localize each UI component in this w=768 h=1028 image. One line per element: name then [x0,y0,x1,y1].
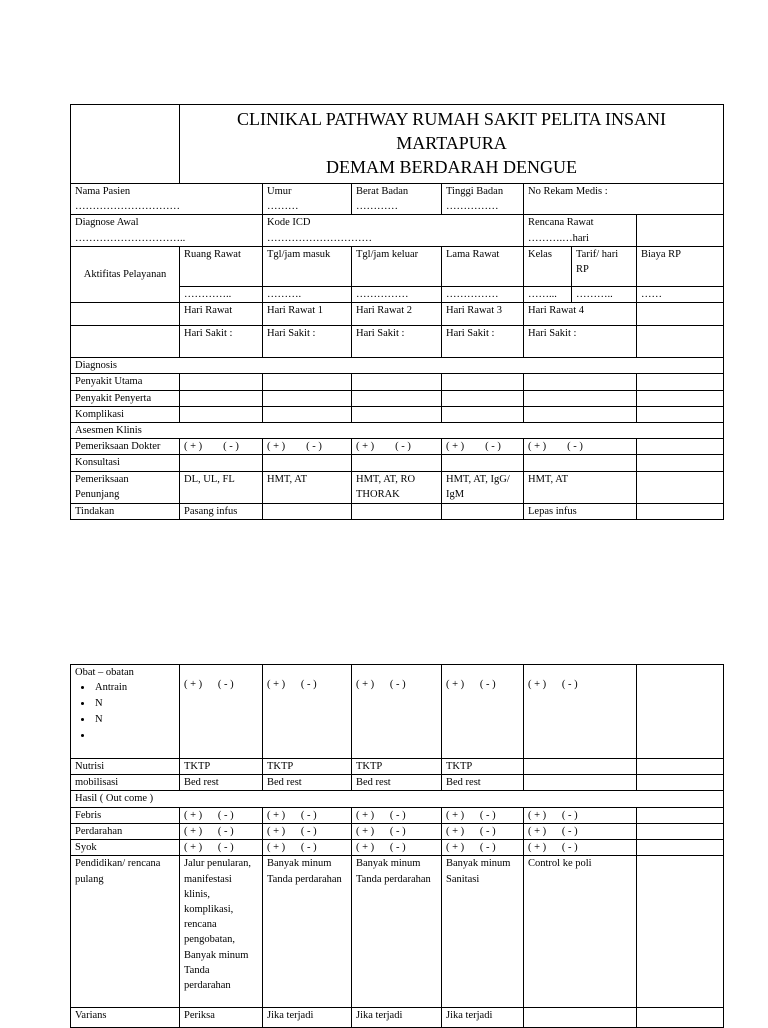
biaya-field[interactable]: …… [637,286,724,302]
empty-cell [71,326,180,358]
hasil-outcome-section-label: Hasil ( Out come ) [71,791,724,807]
tgl-keluar-label: Tgl/jam keluar [352,246,442,286]
pemeriksaan-penunjang-label: Pemeriksaan Penunjang [71,471,180,503]
list-item: • N [93,712,175,728]
hari-rawat-2-header: Hari Rawat 2 [352,303,442,326]
plus-minus-check[interactable]: ( + ) ( - ) [352,665,442,759]
empty-cell [637,215,724,246]
rencana-rawat-cell [524,215,637,246]
plus-minus-check[interactable]: ( + ) ( - ) [442,439,524,455]
syok-label: Syok [71,840,180,856]
nutrisi-label: Nutrisi [71,759,180,775]
empty-cell [71,303,180,326]
nutrisi-value: TKTP [442,759,524,775]
varians-value: Jika terjadi [352,1008,442,1028]
nutrisi-value: TKTP [352,759,442,775]
lama-rawat-field[interactable]: …………… [442,286,524,302]
berat-badan-field[interactable]: ………… [356,201,398,213]
tindakan-value [442,503,524,519]
tinggi-badan-field[interactable]: …………… [446,201,499,213]
obat-obatan-cell [71,665,180,759]
diagnosis-section-label: Diagnosis [71,358,724,374]
ruang-rawat-field[interactable]: ………….. [180,286,263,302]
rencana-rawat-field[interactable]: ……….…hari [528,232,589,244]
plus-minus-check[interactable]: ( + ) ( - ) [180,823,263,839]
clinical-pathway-table-bottom [70,664,724,1028]
obat-list [75,680,175,744]
no-rekam-medis-cell [524,184,724,215]
penunjang-value: HMT, AT [524,471,637,503]
pendidikan-value: Banyak minum Tanda perdarahan [352,856,442,1008]
penunjang-value: DL, UL, FL [180,471,263,503]
title-line-2: MARTAPURA [396,133,507,153]
obat-obatan-label: Obat – obatan [75,667,134,678]
plus-minus-check[interactable]: ( + ) ( - ) [352,439,442,455]
tgl-masuk-label: Tgl/jam masuk [263,246,352,286]
plus-minus-check[interactable]: ( + ) ( - ) [524,439,637,455]
mobilisasi-label: mobilisasi [71,775,180,791]
biaya-label: Biaya RP [637,246,724,286]
mobilisasi-value: Bed rest [352,775,442,791]
tarif-label: Tarif/ hari RP [572,246,637,286]
nama-pasien-field[interactable]: ………………………… [75,201,180,213]
tindakan-value: Lepas infus [524,503,637,519]
berat-badan-label: Berat Badan [356,186,409,197]
penunjang-value: HMT, AT, IgG/ IgM [442,471,524,503]
ruang-rawat-label: Ruang Rawat [180,246,263,286]
plus-minus-check[interactable]: ( + ) ( - ) [524,840,637,856]
diagnose-awal-label: Diagnose Awal [75,217,139,229]
penunjang-value: HMT, AT, RO THORAK [352,471,442,503]
tindakan-value [352,503,442,519]
plus-minus-check[interactable]: ( + ) ( - ) [263,807,352,823]
plus-minus-check[interactable]: ( + ) ( - ) [442,665,524,759]
berat-badan-cell [352,184,442,215]
pendidikan-value: Banyak minum Tanda perdarahan [263,856,352,1008]
asesmen-klinis-section-label: Asesmen Klinis [71,422,724,438]
plus-minus-check[interactable]: ( + ) ( - ) [180,439,263,455]
varians-value: Jika terjadi [263,1008,352,1028]
varians-label: Varians [71,1008,180,1028]
kelas-field[interactable]: ……... [524,286,572,302]
febris-label: Febris [71,807,180,823]
hari-rawat-1-header: Hari Rawat 1 [263,303,352,326]
tgl-keluar-field[interactable]: …………… [352,286,442,302]
nutrisi-value: TKTP [263,759,352,775]
kelas-label: Kelas [524,246,572,286]
umur-field[interactable]: ……… [267,201,299,213]
document-title [180,105,724,184]
tgl-masuk-field[interactable]: ………. [263,286,352,302]
pendidikan-value: Control ke poli [524,856,637,1008]
plus-minus-check[interactable]: ( + ) ( - ) [352,823,442,839]
plus-minus-check[interactable]: ( + ) ( - ) [180,840,263,856]
plus-minus-check[interactable]: ( + ) ( - ) [263,840,352,856]
plus-minus-check[interactable]: ( + ) ( - ) [180,665,263,759]
plus-minus-check[interactable]: ( + ) ( - ) [524,823,637,839]
pemeriksaan-dokter-label: Pemeriksaan Dokter [71,439,180,455]
hari-rawat-4-header: Hari Rawat 4 [524,303,637,326]
plus-minus-check[interactable]: ( + ) ( - ) [524,665,637,759]
diagnose-awal-cell [71,215,263,246]
mobilisasi-value: Bed rest [442,775,524,791]
tindakan-value: Pasang infus [180,503,263,519]
varians-value: Periksa [180,1008,263,1028]
mobilisasi-value: Bed rest [263,775,352,791]
penyakit-penyerta-label: Penyakit Penyerta [71,390,180,406]
konsultasi-label: Konsultasi [71,455,180,471]
empty-cell [637,303,724,326]
plus-minus-check[interactable]: ( + ) ( - ) [263,665,352,759]
tindakan-label: Tindakan [71,503,180,519]
komplikasi-label: Komplikasi [71,406,180,422]
nama-pasien-label: Nama Pasien [75,186,131,197]
tinggi-badan-label: Tinggi Badan [446,186,504,197]
umur-cell [263,184,352,215]
list-item [93,728,175,744]
logo-cell [71,105,180,184]
list-item: • Antrain [93,680,175,696]
plus-minus-check[interactable]: ( + ) ( - ) [442,807,524,823]
plus-minus-check[interactable]: ( + ) ( - ) [263,439,352,455]
hari-sakit-header: Hari Sakit : [524,326,637,358]
plus-minus-check[interactable]: ( + ) ( - ) [263,823,352,839]
title-line-3: DEMAM BERDARAH DENGUE [326,157,578,177]
hari-rawat-header: Hari Rawat [180,303,263,326]
diagnose-awal-field[interactable]: ………………………….. [75,232,186,244]
tinggi-badan-cell [442,184,524,215]
aktifitas-pelayanan-label: Aktifitas Pelayanan [71,246,180,302]
hari-sakit-header: Hari Sakit : [352,326,442,358]
varians-value: Jika terjadi [442,1008,524,1028]
list-item: • N [93,696,175,712]
kode-icd-label: Kode ICD [267,217,311,229]
nutrisi-value: TKTP [180,759,263,775]
nama-pasien-cell [71,184,263,215]
plus-minus-check[interactable]: ( + ) ( - ) [352,807,442,823]
pendidikan-rencana-pulang-label: Pendidikan/ rencana pulang [71,856,180,1008]
title-line-1: CLINIKAL PATHWAY RUMAH SAKIT PELITA INSANI [236,109,667,129]
clinical-pathway-table-top [70,104,724,520]
empty-cell [637,326,724,358]
hari-rawat-3-header: Hari Rawat 3 [442,303,524,326]
umur-label: Umur [267,186,292,197]
plus-minus-check[interactable]: ( + ) ( - ) [442,840,524,856]
plus-minus-check[interactable]: ( + ) ( - ) [180,807,263,823]
no-rekam-medis-label: No Rekam Medis : [528,186,608,197]
penunjang-value: HMT, AT [263,471,352,503]
plus-minus-check[interactable]: ( + ) ( - ) [524,807,637,823]
hari-sakit-header: Hari Sakit : [180,326,263,358]
rencana-rawat-label: Rencana Rawat [528,217,594,229]
plus-minus-check[interactable]: ( + ) ( - ) [352,840,442,856]
tindakan-value [263,503,352,519]
hari-sakit-header: Hari Sakit : [442,326,524,358]
penyakit-utama-label: Penyakit Utama [71,374,180,390]
kode-icd-field[interactable]: ………………………… [267,232,372,244]
tarif-field[interactable]: ……….. [572,286,637,302]
pendidikan-value: Jalur penularan, manifestasi klinis, komplikasi, rencana pengobatan, Banyak minum Tanda perdarahan [180,856,263,1008]
mobilisasi-value: Bed rest [180,775,263,791]
perdarahan-label: Perdarahan [71,823,180,839]
kode-icd-cell [263,215,524,246]
hari-sakit-header: Hari Sakit : [263,326,352,358]
lama-rawat-label: Lama Rawat [442,246,524,286]
pendidikan-value: Banyak minum Sanitasi [442,856,524,1008]
plus-minus-check[interactable]: ( + ) ( - ) [442,823,524,839]
